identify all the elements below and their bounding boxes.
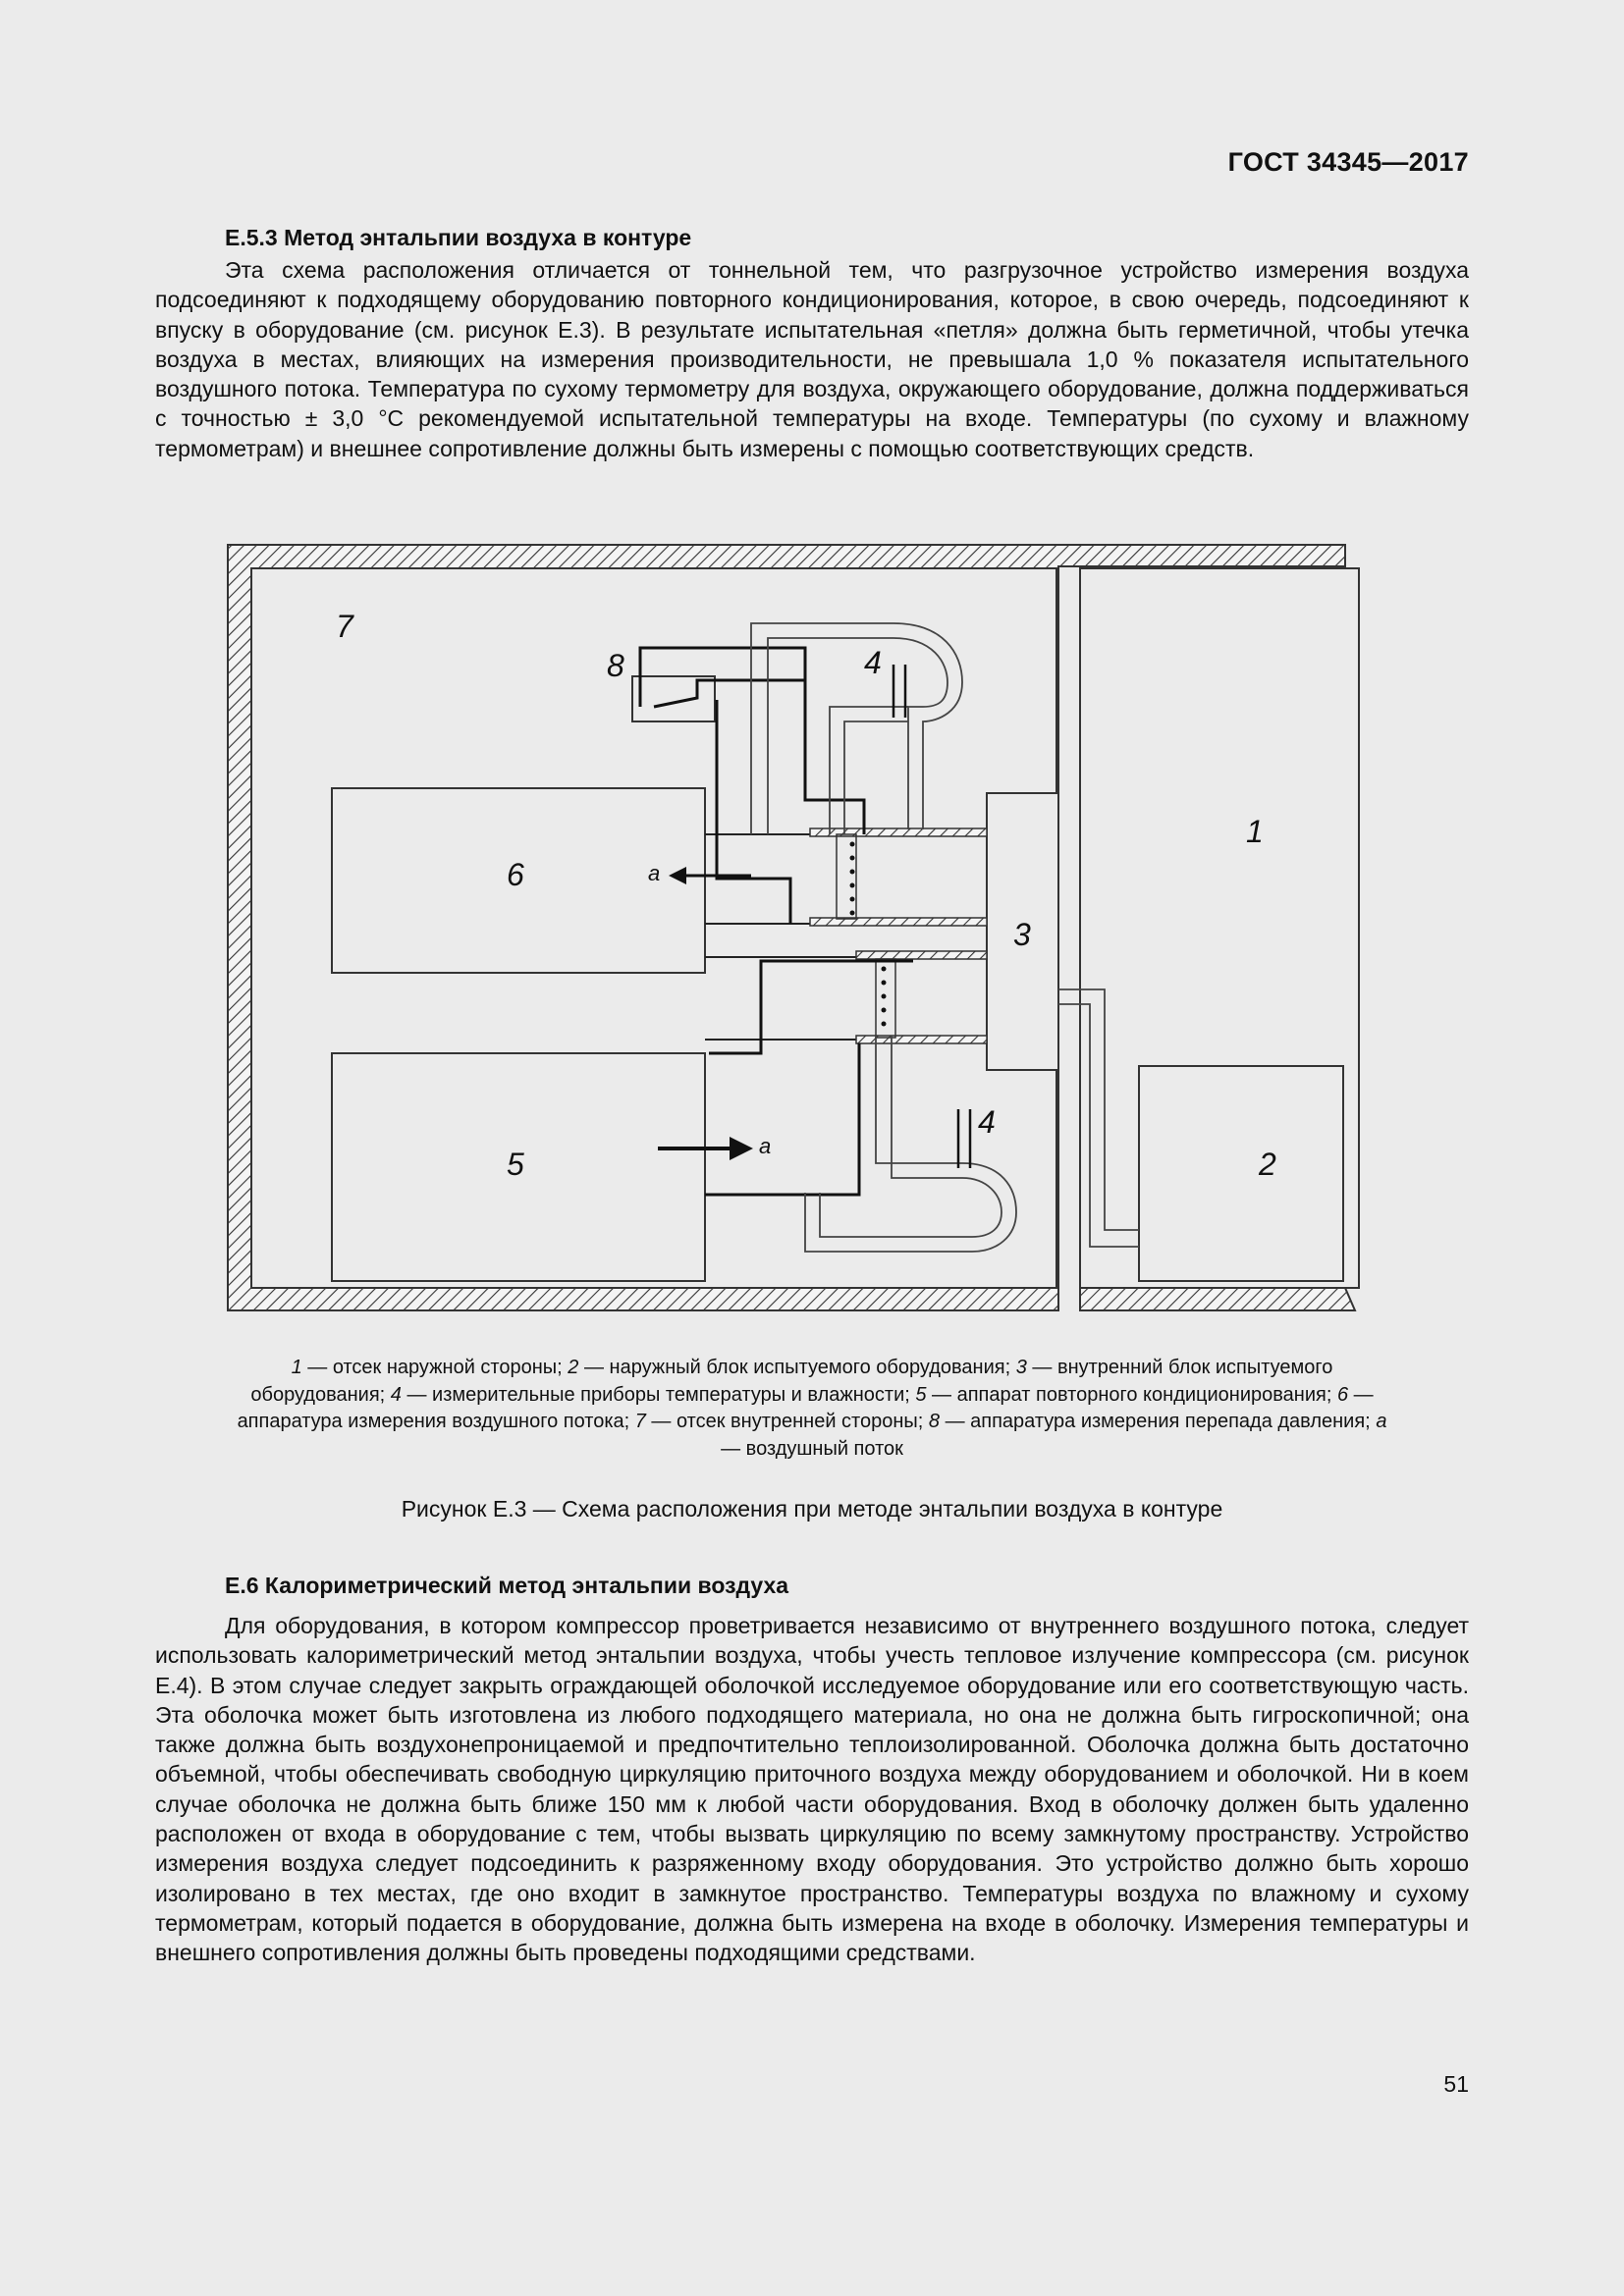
label-7: 7 [336,609,353,644]
legend-text-4: — измерительные приборы температуры и влажности; [401,1383,916,1406]
legend-text-5: — аппарат повторного кондиционирования; [926,1383,1337,1406]
legend-num-2: 2 [568,1357,579,1378]
legend-text-7: — отсек внутренней стороны; [645,1411,929,1432]
box-pressure-differential [632,676,715,721]
legend-text-a: — воздушный поток [721,1437,903,1460]
legend-text-6: — аппаратура измерения воздушного потока; [237,1383,1374,1432]
legend-num-7: 7 [634,1411,646,1432]
legend-num-a: a [1376,1411,1387,1432]
label-a-lower: a [759,1134,772,1158]
label-1: 1 [1246,814,1264,849]
figure-e3-diagram [216,535,1414,1315]
legend-num-1: 1 [291,1357,302,1378]
legend-text-8: — аппаратура измерения перепада давления; [940,1411,1377,1432]
legend-num-3: 3 [1015,1357,1027,1378]
section-paragraph-e53: Эта схема расположения отличается от тоннельной тем, что разгрузочное устройство измерения воздуха подсоединяют к подходящему оборудованию повторного кондиционирования, которое, в свою очередь, подсоединяют к впуску в оборудование (см. рисунок Е.3). В результате испытательная «петля» должна быть герметичной, чтобы утечка воздуха в местах, влияющих на измерения производительности, не превышала 1,0 % показателя испытательного воздушного потока. Температура по сухому термометру для воздуха, окружающего оборудование, должна поддерживаться с точностью ± 3,0 °С рекомендуемой испытательной температуры на входе. Температуры (по сухому и влажному термометрам) и внешнее сопротивление должны быть измерены с помощью соответствующих средств. [155,257,1469,461]
legend-num-5: 5 [915,1383,927,1406]
section-title-e6: Е.6 Калориметрический метод энтальпии воздуха [225,1573,789,1598]
legend-text-2: — наружный блок испытуемого оборудования; [578,1357,1016,1378]
label-4-top: 4 [864,645,882,680]
label-a-upper: a [648,861,661,885]
legend-text-1: — отсек наружной стороны; [301,1357,568,1378]
legend-num-8: 8 [928,1411,941,1432]
figure-legend [236,1355,1388,1463]
section-title-e53: Е.5.3 Метод энтальпии воздуха в контуре [225,225,692,250]
figure-caption: Рисунок Е.3 — Схема расположения при методе энтальпии воздуха в контуре [401,1496,1223,1522]
box-outdoor-unit [1139,1066,1343,1281]
legend-num-6: 6 [1336,1383,1349,1406]
label-3: 3 [1013,917,1031,952]
legend-text-3: — внутренний блок испытуемого оборудования; [250,1357,1333,1406]
label-8: 8 [607,648,624,683]
label-4-bottom: 4 [978,1104,996,1140]
legend-num-4: 4 [390,1383,402,1406]
label-6: 6 [507,857,524,892]
label-2: 2 [1259,1147,1276,1182]
section-paragraph-e6: Для оборудования, в котором компрессор проветривается независимо от внутреннего воздушного потока, следует использовать калориметрический метод энтальпии воздуха, чтобы учесть тепловое излучение компрессора (см. рисунок Е.4). В этом случае следует закрыть ограждающей оболочкой исследуемое оборудование или его соответствующую часть. Эта оболочка может быть изготовлена из любого подходящего материала, но она не должна быть гигроскопичной; она также должна быть воздухонепроницаемой и предпочтительно теплоизолированной. Оболочка должна быть достаточно объемной, чтобы обеспечивать свободную циркуляцию приточного воздуха между оборудованием и оболочкой. Ни в коем случае оболочка не должна быть ближе 150 мм к любой части оборудования. Вход в оболочку должен быть удаленно расположен от входа в оборудование с тем, чтобы вызвать циркуляцию по всему замкнутому пространству. Устройство измерения воздуха следует подсоединить к разряженному входу оборудования. Это устройство должно быть хорошо изолировано в тех местах, где оно входит в замкнутое пространство. Температуры воздуха по влажному и сухому термометрам, который подается в оборудование, должна быть измерена на входе в оболочку. Измерения температуры и внешнего сопротивления должны быть проведены подходящими средствами. [155,1613,1469,1966]
page-number: 51 [1443,2071,1469,2097]
label-5: 5 [507,1147,524,1182]
document-header: ГОСТ 34345—2017 [1227,147,1469,177]
